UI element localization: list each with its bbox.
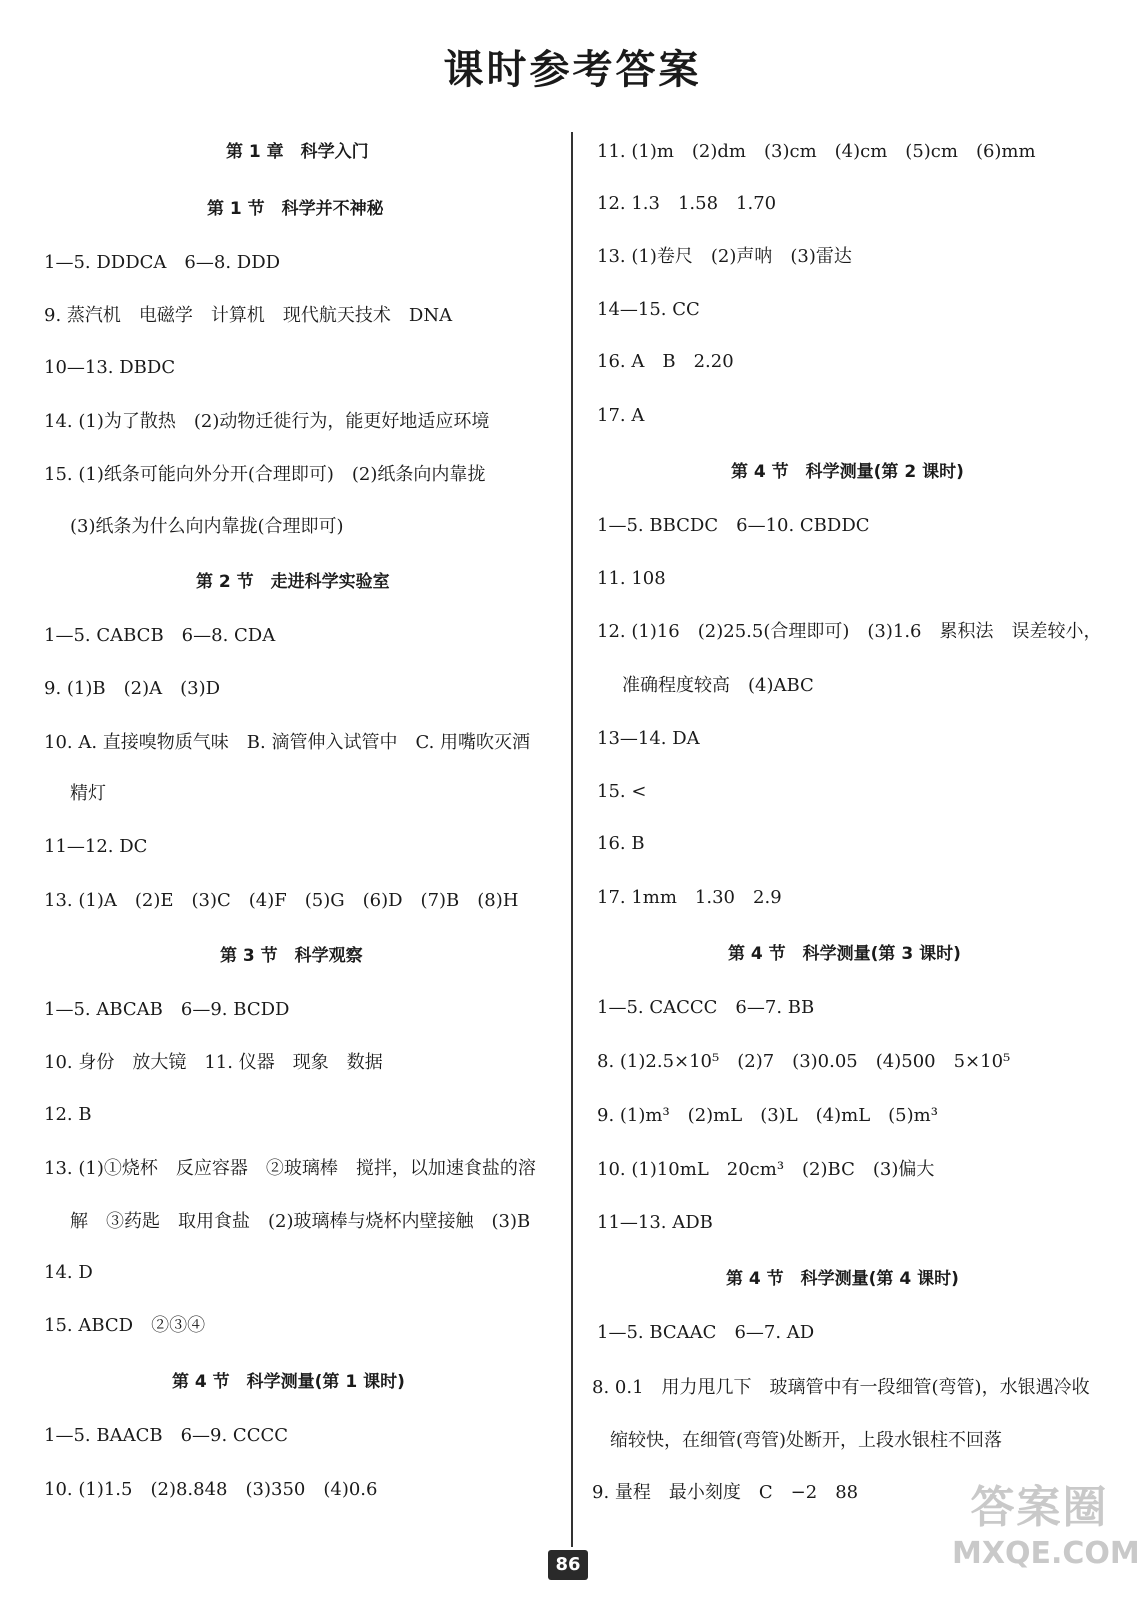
- answer-line: 9. (1)B (2)A (3)D: [44, 678, 221, 699]
- answer-line: 14. (1)为了散热 (2)动物迁徙行为，能更好地适应环境: [44, 411, 490, 432]
- answer-line: 9. 蒸汽机 电磁学 计算机 现代航天技术 DNA: [44, 305, 453, 326]
- answer-line: 解 ③药匙 取用食盐 (2)玻璃棒与烧杯内壁接触 (3)B: [70, 1211, 531, 1232]
- answer-line: 11—12. DC: [44, 836, 148, 857]
- answer-line: 10. (1)10mL 20cm³ (2)BC (3)偏大: [597, 1159, 935, 1180]
- answer-line: 13. (1)A (2)E (3)C (4)F (5)G (6)D (7)B (8)H: [44, 890, 519, 911]
- answer-line: 17. 1mm 1.30 2.9: [597, 887, 782, 908]
- answer-line: 8. 0.1 用力甩几下 玻璃管中有一段细管(弯管)，水银遇冷收: [592, 1377, 1090, 1398]
- answer-line: 13—14. DA: [597, 728, 700, 749]
- section-heading: 第 4 节 科学测量(第 1 课时): [172, 1372, 405, 1392]
- answer-line: 1—5. ABCAB 6—9. BCDD: [44, 999, 290, 1020]
- answer-line: 1—5. CABCB 6—8. CDA: [44, 625, 276, 646]
- answer-line: 准确程度较高 (4)ABC: [622, 675, 814, 696]
- answer-line: 10. 身份 放大镜 11. 仪器 现象 数据: [44, 1052, 383, 1073]
- watermark-cn: 答案圈: [970, 1482, 1109, 1533]
- answer-line: 15. <: [597, 781, 647, 802]
- answer-line: 15. ABCD ②③④: [44, 1315, 206, 1336]
- section-heading: 第 4 节 科学测量(第 2 课时): [731, 462, 964, 482]
- answer-line: 1—5. BCAAC 6—7. AD: [597, 1322, 815, 1343]
- answer-line: 1—5. BBCDC 6—10. CBDDC: [597, 515, 870, 536]
- answer-line: 8. (1)2.5×10⁵ (2)7 (3)0.05 (4)500 5×10⁵: [597, 1051, 1011, 1072]
- answer-line: 15. (1)纸条可能向外分开(合理即可) (2)纸条向内靠拢: [44, 464, 486, 485]
- answer-line: 缩较快，在细管(弯管)处断开，上段水银柱不回落: [610, 1430, 1003, 1451]
- answer-line: 12. 1.3 1.58 1.70: [597, 193, 777, 214]
- answer-line: (3)纸条为什么向内靠拢(合理即可): [70, 516, 344, 537]
- answer-line: 10—13. DBDC: [44, 357, 176, 378]
- answer-line: 10. (1)1.5 (2)8.848 (3)350 (4)0.6: [44, 1479, 378, 1500]
- section-heading: 第 2 节 走进科学实验室: [196, 572, 390, 592]
- answer-line: 1—5. CACCC 6—7. BB: [597, 997, 815, 1018]
- answer-line: 11. 108: [597, 568, 666, 589]
- answer-line: 13. (1)①烧杯 反应容器 ②玻璃棒 搅拌，以加速食盐的溶: [44, 1158, 536, 1179]
- answer-line: 1—5. BAACB 6—9. CCCC: [44, 1425, 289, 1446]
- answer-line: 16. A B 2.20: [597, 351, 734, 372]
- watermark: [952, 1480, 1140, 1590]
- answer-line: 13. (1)卷尺 (2)声呐 (3)雷达: [597, 246, 852, 267]
- answer-line: 10. A. 直接嗅物质气味 B. 滴管伸入试管中 C. 用嘴吹灭酒: [44, 732, 531, 753]
- answer-line: 精灯: [70, 783, 106, 804]
- answer-line: 14. D: [44, 1262, 93, 1283]
- answer-line: 17. A: [597, 405, 645, 426]
- answer-line: 1—5. DDDCA 6—8. DDD: [44, 252, 281, 273]
- section-heading: 第 4 节 科学测量(第 3 课时): [728, 944, 961, 964]
- answer-line: 16. B: [597, 833, 645, 854]
- section-heading: 第 4 节 科学测量(第 4 课时): [726, 1269, 959, 1289]
- answer-line: 14—15. CC: [597, 299, 700, 320]
- answer-line: 9. (1)m³ (2)mL (3)L (4)mL (5)m³: [597, 1105, 938, 1126]
- answer-line: 12. B: [44, 1104, 92, 1125]
- answer-line: 11—13. ADB: [597, 1212, 713, 1233]
- answer-line: 9. 量程 最小刻度 C −2 88: [592, 1482, 859, 1503]
- chapter-heading: 第 1 章 科学入门: [226, 142, 369, 162]
- answer-line: 11. (1)m (2)dm (3)cm (4)cm (5)cm (6)mm: [597, 141, 1036, 162]
- section-heading: 第 1 节 科学并不神秘: [207, 199, 384, 219]
- page-number: 86: [548, 1550, 588, 1580]
- section-heading: 第 3 节 科学观察: [220, 946, 363, 966]
- answer-line: 12. (1)16 (2)25.5(合理即可) (3)1.6 累积法 误差较小，: [597, 621, 1102, 642]
- page-title: 课时参考答案: [443, 47, 702, 93]
- watermark-en: MXQE.COM: [952, 1536, 1140, 1571]
